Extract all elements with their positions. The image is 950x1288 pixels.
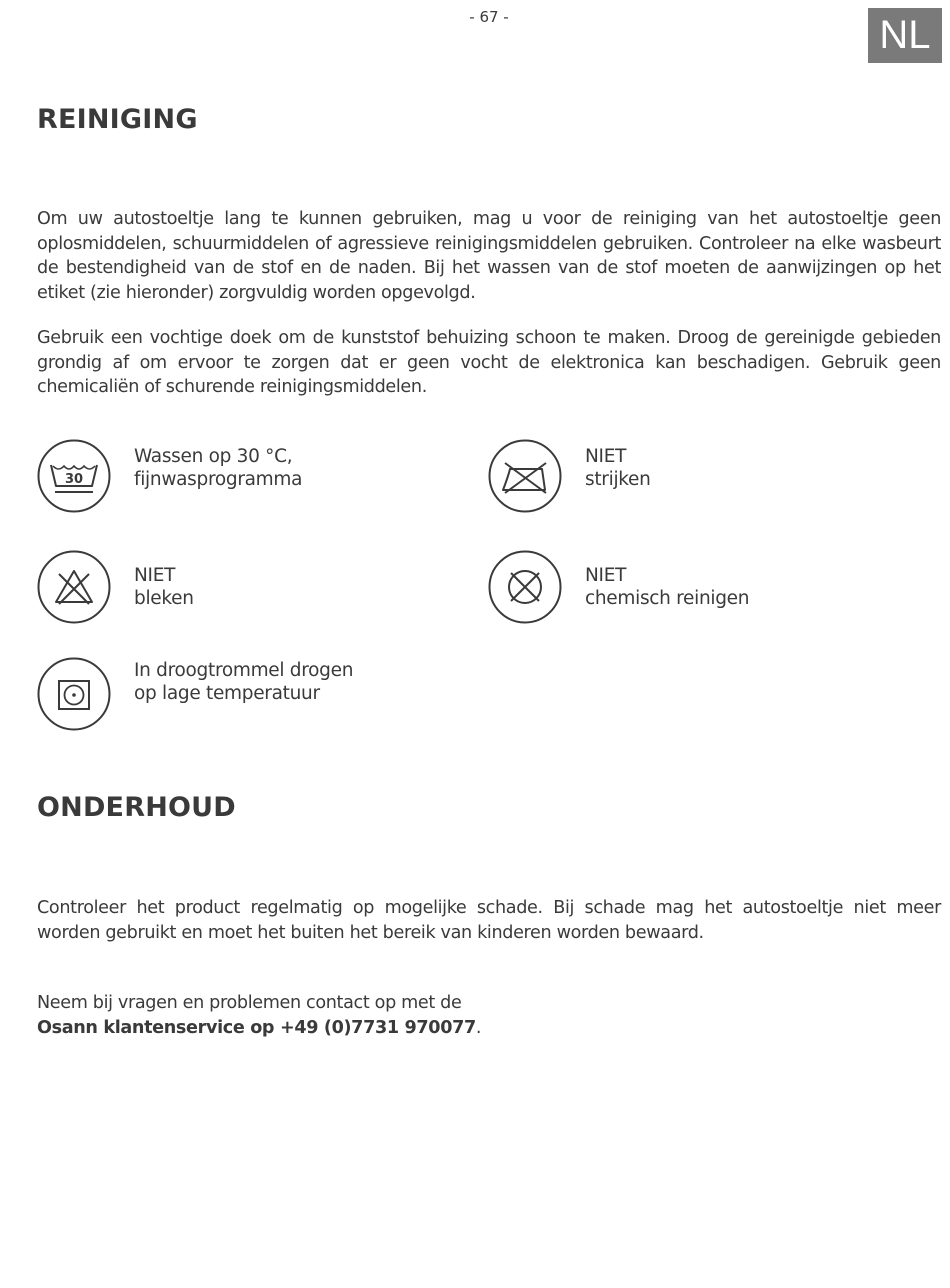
contact-end: . [475, 1017, 482, 1038]
care-item-wash [37, 439, 302, 513]
care-item-tumble-dry [37, 657, 353, 731]
tumble-dry-low-icon [37, 657, 111, 731]
wash-temperature-label: 30 [64, 472, 84, 487]
care-label-line: chemisch reinigen [585, 588, 750, 609]
care-label-line: Wassen op 30 °C, [134, 446, 293, 467]
customer-service-phone: Osann klantenservice op +49 (0)7731 970077 [37, 1017, 476, 1038]
care-label-line: op lage temperatuur [134, 683, 320, 704]
care-label-line: NIET [585, 446, 627, 467]
care-label-line: In droogtrommel drogen [134, 660, 354, 681]
care-label-line: bleken [134, 588, 194, 609]
contact-line: Neem bij vragen en problemen contact op met de [37, 993, 462, 1013]
no-bleach-icon [37, 550, 111, 624]
maintenance-paragraph: Controleer het product regelmatig op mogelijke schade. Bij schade mag het autostoeltje niet meer worden gebruikt en moet het buiten het bereik van kinderen worden bewaard. [37, 898, 941, 943]
care-label-line: NIET [585, 565, 627, 586]
care-item-no-iron [488, 439, 651, 513]
care-item-no-bleach [37, 550, 194, 624]
cleaning-paragraph-2: Gebruik een vochtige doek om de kunststof behuizing schoon te maken. Droog de gereinigde gebieden grondig af om ervoor te zorgen dat er geen vocht de elektronica kan beschadigen. Gebruik geen chemicaliën of schurende reinigingsmiddelen. [37, 328, 941, 397]
care-label-line: fijnwasprogramma [134, 469, 303, 490]
no-dry-clean-icon [488, 550, 562, 624]
cleaning-paragraph-1: Om uw autostoeltje lang te kunnen gebruiken, mag u voor de reiniging van het autostoeltje geen oplosmiddelen, schuurmiddelen of agressieve reinigingsmiddelen gebruiken. Controleer na elke wasbeurt de bestendigheid van de stof en de naden. Bij het wassen van de stof moeten de aanwijzingen op het etiket (zie hieronder) zorgvuldig worden opgevolgd. [37, 209, 941, 303]
section-title-cleaning: REINIGING [37, 104, 198, 135]
section-title-maintenance: ONDERHOUD [37, 792, 236, 823]
care-label-line: NIET [134, 565, 176, 586]
no-iron-icon [488, 439, 562, 513]
language-badge: NL [868, 8, 942, 63]
page-number: - 67 - [469, 8, 509, 26]
care-label-line: strijken [585, 469, 651, 490]
contact-paragraph [37, 991, 941, 1040]
wash-30-icon [37, 439, 111, 513]
care-item-no-dry-clean [488, 550, 749, 624]
